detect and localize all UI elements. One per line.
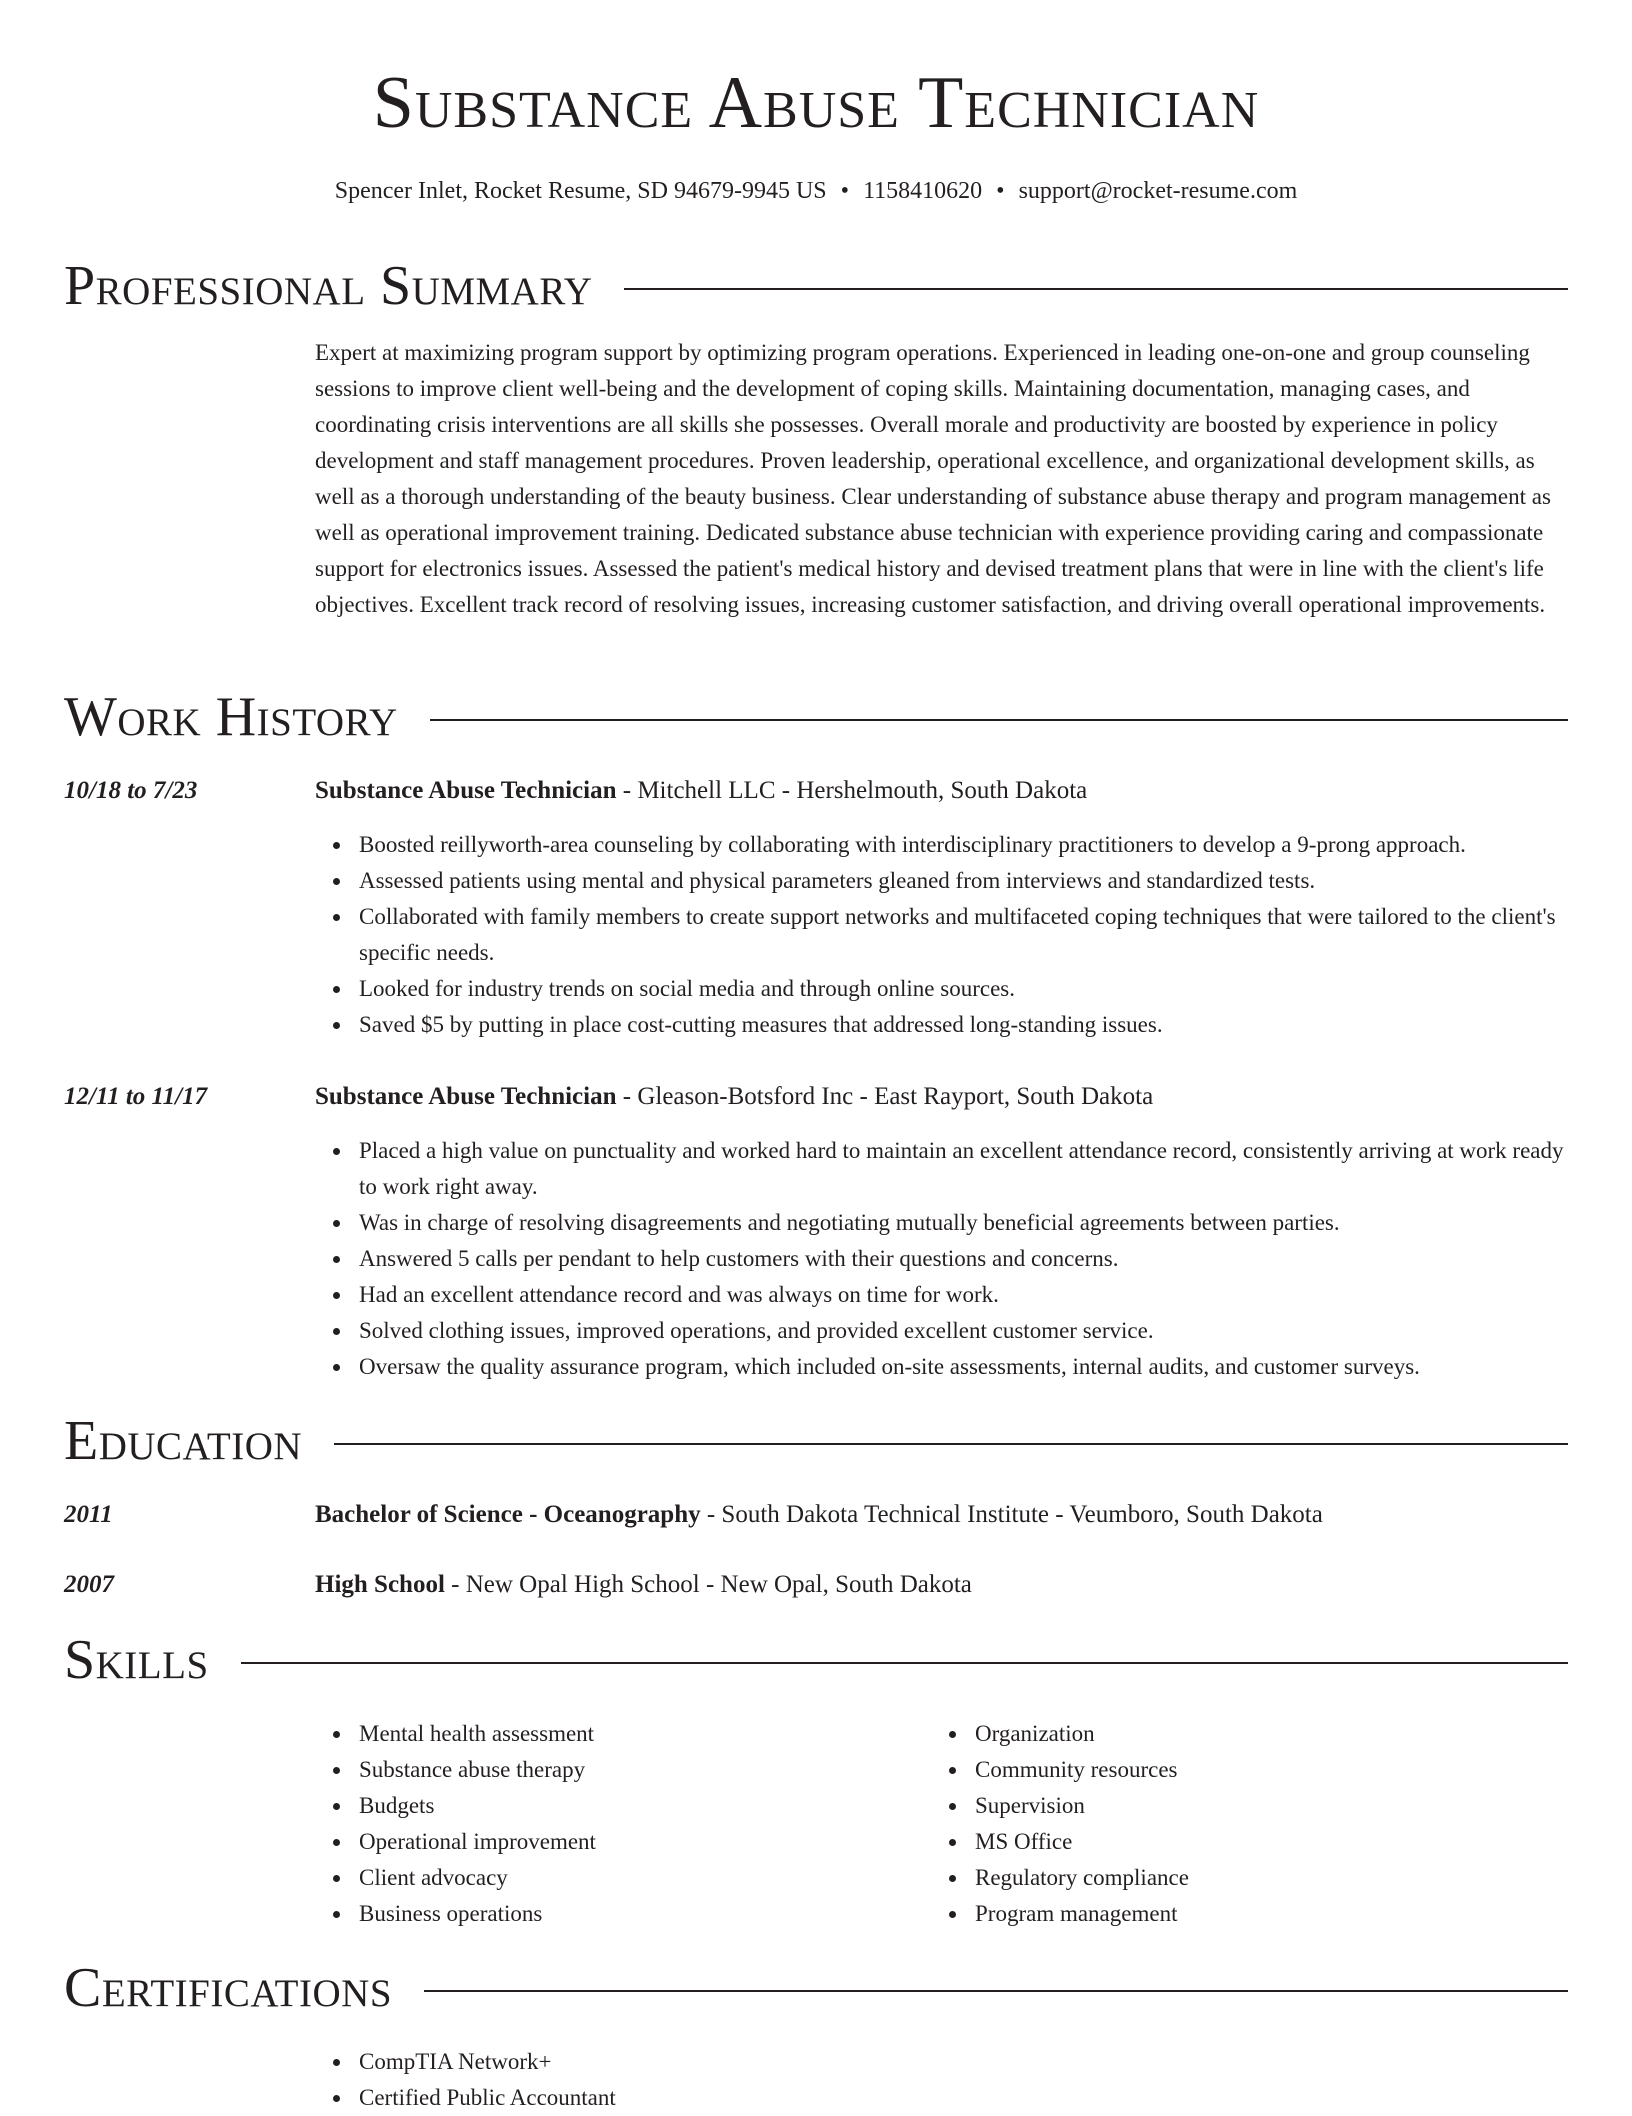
certification-item: Certified Public Accountant — [359, 2080, 1568, 2116]
job-bullet: Collaborated with family members to create support networks and multifaceted coping techniques that were tailored to the client's specific needs. — [359, 899, 1568, 971]
education-school-location: - South Dakota Technical Institute - Veumboro, South Dakota — [700, 1501, 1323, 1528]
section-title-certifications: Certifications — [64, 1957, 393, 2019]
section-divider — [430, 719, 1568, 721]
section-header-summary — [64, 251, 1568, 321]
contact-line — [0, 174, 1632, 208]
job-bullet: Had an excellent attendance record and was always on time for work. — [359, 1277, 1568, 1313]
section-header-certifications — [64, 1953, 1568, 2023]
certifications-list — [315, 2044, 1568, 2116]
section-divider — [241, 1662, 1568, 1664]
job-bullet: Placed a high value on punctuality and worked hard to maintain an excellent attendance record, consistently arriving at work ready to work right away. — [359, 1133, 1568, 1205]
section-header-work-history — [64, 682, 1568, 752]
contact-separator: • — [840, 178, 850, 204]
education-line — [315, 1497, 1568, 1533]
section-divider — [424, 1990, 1568, 1992]
skill-item: Regulatory compliance — [975, 1860, 1632, 1896]
certification-item: CompTIA Network+ — [359, 2044, 1568, 2080]
job-title: Substance Abuse Technician — [315, 777, 617, 804]
education-date: 2007 — [64, 1571, 114, 1598]
job-date: 10/18 to 7/23 — [64, 777, 198, 804]
section-divider — [334, 1443, 1568, 1445]
summary-paragraph: Expert at maximizing program support by optimizing program operations. Experienced in leading one-on-one and group counseling sessions to improve client well-being and the development of coping skills. Maintaining documentation, managing cases, and coordinating crisis interventions are all skills she possesses. Overall morale and productivity are boosted by experience in policy development and staff management procedures. Proven leadership, operational excellence, and organizational development skills, as well as a thorough understanding of the beauty business. Clear understanding of substance abuse therapy and program management as well as operational improvement training. Dedicated substance abuse technician with experience providing caring and compassionate support for electronics issues. Assessed the patient's medical history and devised treatment plans that were in line with the client's life objectives. Excellent track record of resolving issues, increasing customer satisfaction, and driving overall operational improvements. — [315, 340, 1551, 617]
contact-separator: • — [996, 178, 1005, 204]
job-bullet: Boosted reillyworth-area counseling by collaborating with interdisciplinary practitioners to develop a 9-prong approach. — [359, 827, 1568, 863]
job-bullet: Assessed patients using mental and physical parameters gleaned from interviews and standardized tests. — [359, 863, 1568, 899]
skill-item: Client advocacy — [359, 1860, 1568, 1896]
job-bullet: Solved clothing issues, improved operations, and provided excellent customer service. — [359, 1313, 1568, 1349]
education-line — [315, 1567, 1568, 1603]
job-bullets-list — [315, 827, 1568, 1043]
job-bullet: Oversaw the quality assurance program, which included on-site assessments, internal audits, and customer surveys. — [359, 1349, 1568, 1385]
job-date: 12/11 to 11/17 — [64, 1083, 208, 1110]
job-title-line — [315, 773, 1568, 809]
job-bullet: Was in charge of resolving disagreements and negotiating mutually beneficial agreements between parties. — [359, 1205, 1568, 1241]
contact-address: Spencer Inlet, Rocket Resume, SD 94679-9945 US — [334, 178, 827, 204]
education-degree: High School — [315, 1571, 445, 1598]
skill-item: Mental health assessment — [359, 1716, 1568, 1752]
skill-item: Organization — [975, 1716, 1632, 1752]
job-bullet: Looked for industry trends on social media and through online sources. — [359, 971, 1568, 1007]
job-employer-location: - Gleason-Botsford Inc - East Rayport, South Dakota — [616, 1083, 1154, 1110]
job-bullet: Saved $5 by putting in place cost-cutting measures that addressed long-standing issues. — [359, 1007, 1568, 1043]
job-employer-location: - Mitchell LLC - Hershelmouth, South Dakota — [616, 777, 1088, 804]
skill-item: Budgets — [359, 1788, 1568, 1824]
job-title-line — [315, 1079, 1568, 1115]
skill-item: Community resources — [975, 1752, 1632, 1788]
skills-list-right — [931, 1716, 1632, 1932]
education-date: 2011 — [64, 1501, 113, 1528]
contact-phone: 1158410620 — [863, 178, 983, 204]
skill-item: Business operations — [359, 1896, 1568, 1932]
job-bullets-list — [315, 1133, 1568, 1385]
skill-item: Substance abuse therapy — [359, 1752, 1568, 1788]
skill-item: Program management — [975, 1896, 1632, 1932]
job-title: Substance Abuse Technician — [315, 1083, 617, 1110]
education-school-location: - New Opal High School - New Opal, South Dakota — [444, 1571, 972, 1598]
section-title-work-history: Work History — [64, 686, 398, 748]
skill-item: Operational improvement — [359, 1824, 1568, 1860]
section-header-education — [64, 1406, 1568, 1476]
education-degree: Bachelor of Science - Oceanography — [315, 1501, 701, 1528]
job-bullet: Answered 5 calls per pendant to help customers with their questions and concerns. — [359, 1241, 1568, 1277]
skill-item: Supervision — [975, 1788, 1632, 1824]
resume-name-heading: Substance Abuse Technician — [372, 62, 1260, 144]
skill-item: MS Office — [975, 1824, 1632, 1860]
section-title-education: Education — [64, 1410, 303, 1472]
section-title-summary: Professional Summary — [64, 255, 593, 317]
section-title-skills: Skills — [64, 1629, 209, 1691]
contact-email: support@rocket-resume.com — [1018, 178, 1298, 204]
section-header-skills — [64, 1625, 1568, 1695]
section-divider — [624, 288, 1568, 290]
